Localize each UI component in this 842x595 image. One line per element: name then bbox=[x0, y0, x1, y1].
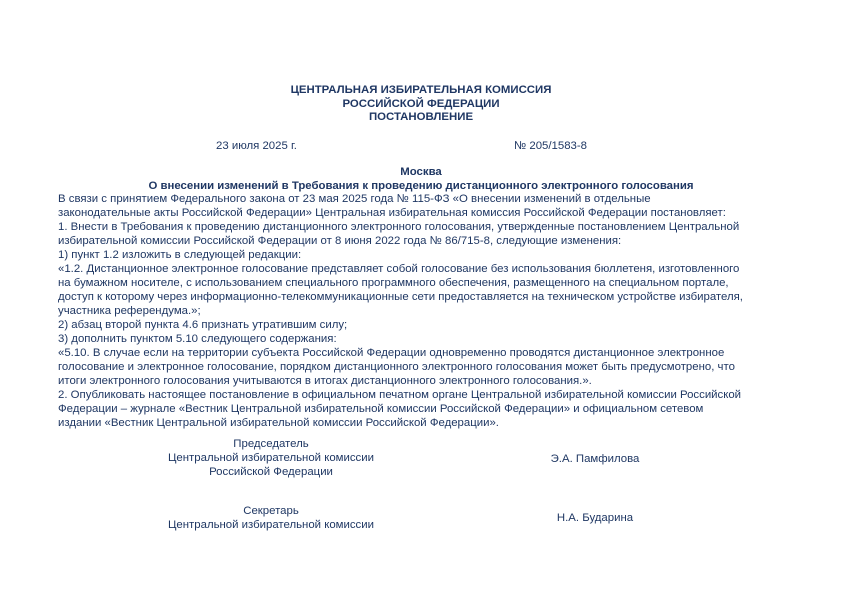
body-line: законодательные акты Российской Федерации» Центральная избирательная комиссия Российской Федерации постановляет: bbox=[58, 207, 726, 219]
secretary-title-line: Секретарь bbox=[243, 505, 299, 517]
body-line: избирательной комиссии Российской Федерации от 8 июня 2022 года № 86/715-8, следующие изменения: bbox=[58, 235, 622, 247]
header-federation-line: РОССИЙСКОЙ ФЕДЕРАЦИИ bbox=[342, 97, 500, 110]
document-date: 23 июля 2025 г. bbox=[216, 140, 297, 152]
body-line: издании «Вестник Центральной избирательной комиссии Российской Федерации». bbox=[58, 417, 499, 429]
chair-title-line: Центральной избирательной комиссии bbox=[168, 452, 374, 464]
body-line: на бумажном носителе, с использованием специального программного обеспечения, размещенного на специальном портале, bbox=[58, 277, 729, 289]
body-line: 3) дополнить пунктом 5.10 следующего содержания: bbox=[58, 333, 337, 345]
chair-signature-title bbox=[160, 437, 382, 479]
body-line: Федерации – журнале «Вестник Центральной избирательной комиссии Российской Федерации» и официальном сетевом bbox=[58, 403, 704, 415]
body-line: доступ к которому через информационно-телекоммуникационные сети предоставляется на техническом устройстве избирателя, bbox=[58, 291, 743, 303]
body-line: итоги электронного голосования учитываются в итогах дистанционного электронного голосования.». bbox=[58, 375, 592, 387]
body-line: В связи с принятием Федерального закона от 23 мая 2025 года № 115-ФЗ «О внесении изменений в отдельные bbox=[58, 193, 651, 205]
date-number-row bbox=[0, 139, 842, 153]
secretary-name: Н.А. Бударина bbox=[556, 512, 634, 524]
body-line: «1.2. Дистанционное электронное голосование представляет собой голосование без использования бюллетеня, изготовленного bbox=[58, 263, 740, 275]
chair-title-line: Российской Федерации bbox=[209, 466, 333, 478]
chair-title-line: Председатель bbox=[233, 438, 309, 450]
header-commission-line: ЦЕНТРАЛЬНАЯ ИЗБИРАТЕЛЬНАЯ КОМИССИЯ bbox=[290, 84, 552, 96]
chair-name: Э.А. Памфилова bbox=[550, 453, 640, 465]
document-body bbox=[58, 192, 788, 430]
body-line: «5.10. В случае если на территории субъекта Российской Федерации одновременно проводятся дистанционное электронное bbox=[58, 347, 725, 359]
body-line: голосование и электронное голосование, порядком дистанционного электронного голосования может быть предусмотрено, что bbox=[58, 361, 735, 373]
body-line: участника референдума.»; bbox=[58, 305, 201, 317]
document-number: № 205/1583-8 bbox=[514, 140, 588, 152]
body-line: 1) пункт 1.2 изложить в следующей редакции: bbox=[58, 249, 302, 261]
body-line: 2) абзац второй пункта 4.6 признать утратившим силу; bbox=[58, 319, 348, 331]
body-line: 2. Опубликовать настоящее постановление в официальном печатном органе Центральной избирательной комиссии Российской bbox=[58, 389, 742, 401]
secretary-title-line: Центральной избирательной комиссии bbox=[168, 519, 374, 531]
body-line: 1. Внести в Требования к проведению дистанционного электронного голосования, утвержденные постановлением Центральной bbox=[58, 221, 740, 233]
document-city: Москва bbox=[400, 166, 442, 178]
header-resolution-line: ПОСТАНОВЛЕНИЕ bbox=[368, 111, 474, 123]
document-header bbox=[0, 84, 842, 125]
secretary-signature-title bbox=[160, 504, 382, 532]
document-title: О внесении изменений в Требования к проведению дистанционного электронного голосования bbox=[148, 180, 694, 192]
